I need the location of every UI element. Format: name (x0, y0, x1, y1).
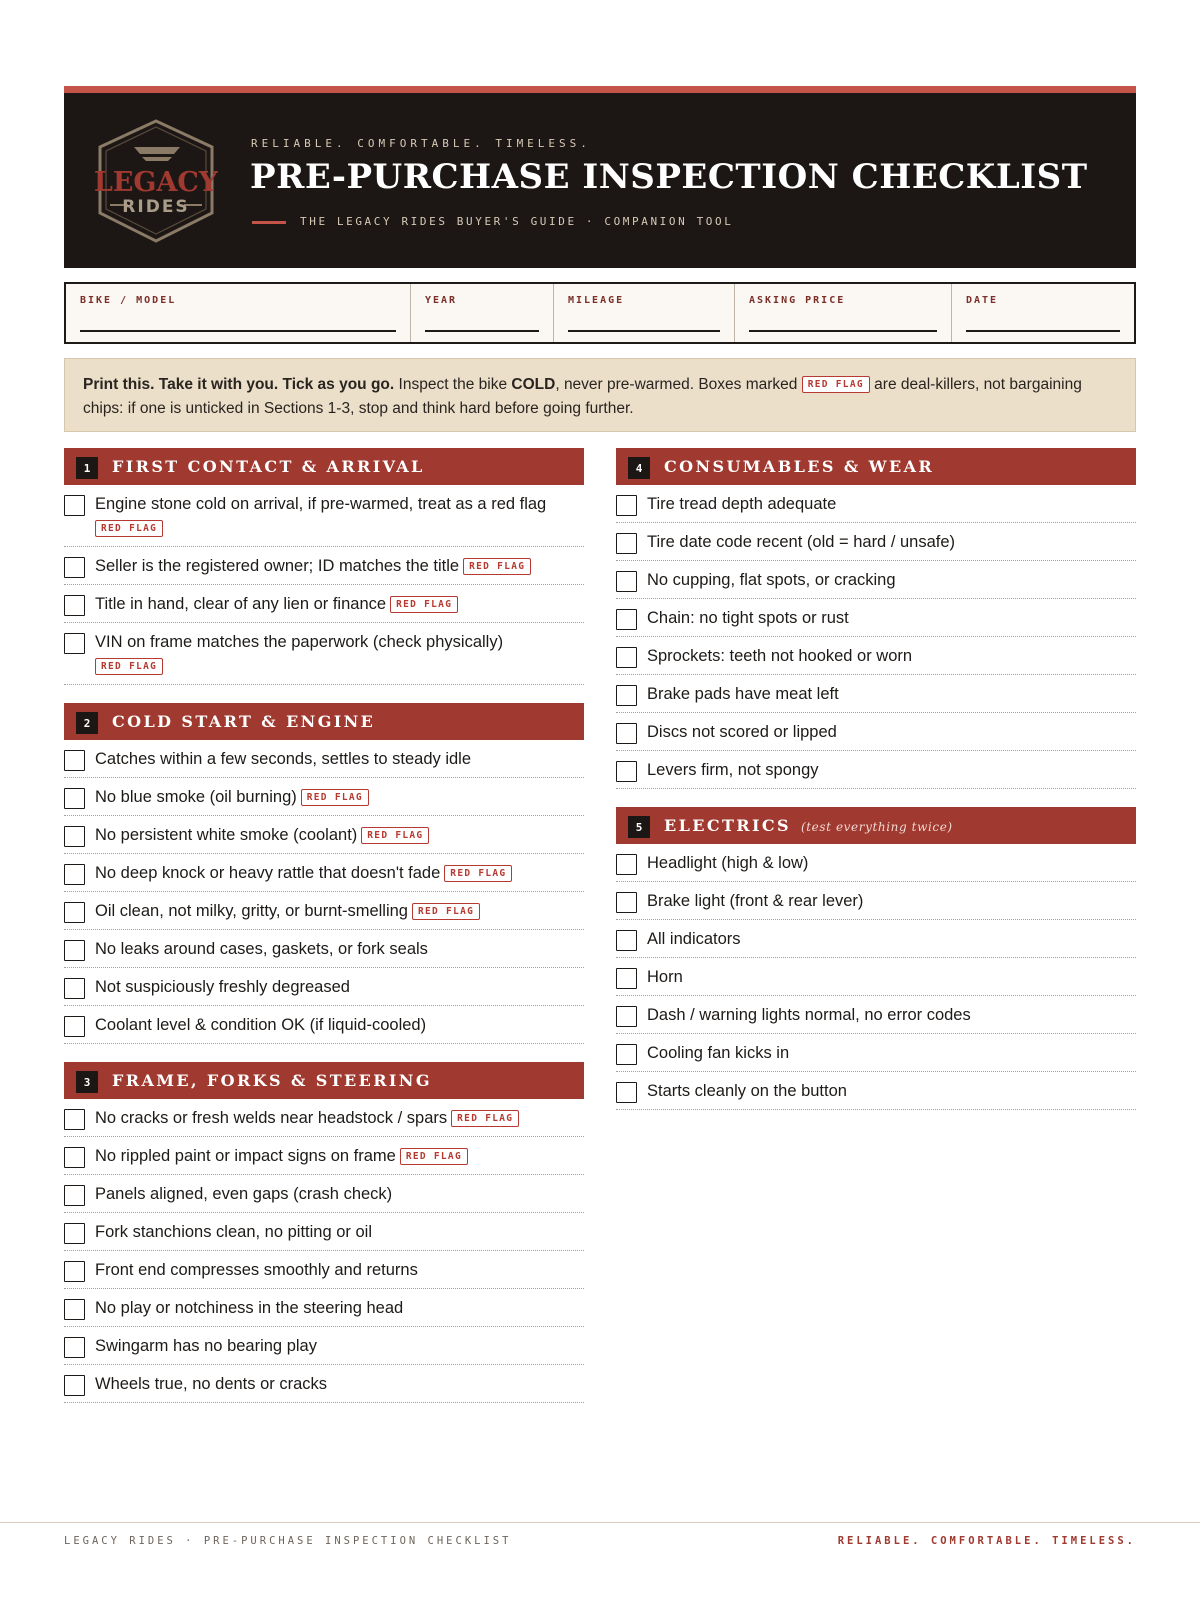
section-number: 5 (628, 816, 650, 838)
item-label: Fork stanchions clean, no pitting or oil (95, 1223, 372, 1241)
section-title (664, 816, 953, 835)
checklist-item (616, 599, 1136, 637)
checklist-item (64, 930, 584, 968)
checkbox[interactable] (616, 571, 637, 592)
red-flag-badge: RED FLAG (95, 658, 163, 675)
section-header (64, 448, 584, 485)
item-label: Tire tread depth adequate (647, 495, 837, 513)
checklist-item (64, 1365, 584, 1403)
checklist-item (616, 485, 1136, 523)
header-banner (64, 86, 1136, 268)
checklist-item (616, 751, 1136, 789)
item-label: Cooling fan kicks in (647, 1044, 790, 1062)
checklist-item (64, 1251, 584, 1289)
checkbox[interactable] (64, 1016, 85, 1037)
item-label: Seller is the registered owner; ID matches the title (95, 557, 460, 575)
checkbox[interactable] (64, 902, 85, 923)
checklist-item (616, 1034, 1136, 1072)
checklist-item (616, 844, 1136, 882)
item-label: Oil clean, not milky, gritty, or burnt-smelling (95, 902, 408, 920)
field-year[interactable] (411, 284, 554, 342)
checkbox[interactable] (64, 864, 85, 885)
item-label: Dash / warning lights normal, no error codes (647, 1006, 971, 1024)
instructions-notice (64, 358, 1136, 432)
checklist (64, 1099, 584, 1403)
checkbox[interactable] (616, 968, 637, 989)
item-label: No persistent white smoke (coolant) (95, 826, 358, 844)
item-label: No cracks or fresh welds near headstock / spars (95, 1109, 448, 1127)
checklist-item (616, 958, 1136, 996)
item-label: Wheels true, no dents or cracks (95, 1375, 328, 1393)
subtitle-rule (252, 221, 286, 224)
item-label: Headlight (high & low) (647, 854, 809, 872)
checklist-item (64, 1099, 584, 1137)
checklist-item (64, 585, 584, 623)
field-asking-price[interactable] (735, 284, 952, 342)
section-title-text: ELECTRICS (664, 816, 791, 835)
section-electrics (616, 807, 1136, 1110)
notice-text: are deal-killers, not bargaining chips: if one is unticked in Sections 1-3, stop and think hard before going further. (83, 376, 1082, 417)
checkbox[interactable] (64, 495, 85, 516)
item-label: Swingarm has no bearing play (95, 1337, 317, 1355)
checklist-item (616, 1072, 1136, 1110)
item-label: No leaks around cases, gaskets, or fork seals (95, 940, 428, 958)
field-write-line (749, 330, 937, 332)
svg-text:RIDES: RIDES (122, 197, 190, 217)
item-label: No rippled paint or impact signs on frame (95, 1147, 396, 1165)
checklist-item (64, 1006, 584, 1044)
tagline: RELIABLE. COMFORTABLE. TIMELESS. (251, 137, 591, 150)
notice-text: Inspect the bike (394, 376, 512, 393)
section-header (64, 703, 584, 740)
section-header (64, 1062, 584, 1099)
checkbox[interactable] (64, 826, 85, 847)
red-flag-badge: RED FLAG (400, 1148, 468, 1165)
red-flag-badge: RED FLAG (444, 865, 512, 882)
checklist-item (64, 892, 584, 930)
checkbox[interactable] (616, 892, 637, 913)
checkbox[interactable] (616, 495, 637, 516)
checkbox[interactable] (616, 685, 637, 706)
red-flag-badge: RED FLAG (802, 376, 870, 393)
checklist-item (616, 713, 1136, 751)
page-subtitle: THE LEGACY RIDES BUYER'S GUIDE · COMPANION TOOL (300, 215, 734, 228)
checklist-item (616, 561, 1136, 599)
checkbox[interactable] (64, 1147, 85, 1168)
checkbox[interactable] (64, 788, 85, 809)
checkbox[interactable] (64, 557, 85, 578)
checkbox[interactable] (616, 854, 637, 875)
checklist-item (64, 547, 584, 585)
section-first-contact (64, 448, 584, 685)
item-label: No cupping, flat spots, or cracking (647, 571, 896, 589)
section-title: FIRST CONTACT & ARRIVAL (112, 457, 425, 476)
section-cold-start (64, 703, 584, 1044)
section-number: 4 (628, 457, 650, 479)
checkbox[interactable] (64, 1337, 85, 1358)
checklist (616, 844, 1136, 1110)
field-write-line (966, 330, 1120, 332)
checklist-item (64, 740, 584, 778)
checklist-item (64, 1175, 584, 1213)
checklist-item (64, 1137, 584, 1175)
checkbox[interactable] (616, 1082, 637, 1103)
field-label: MILEAGE (568, 295, 625, 306)
field-write-line (425, 330, 539, 332)
red-flag-badge: RED FLAG (390, 596, 458, 613)
section-frame-forks (64, 1062, 584, 1403)
item-label: Tire date code recent (old = hard / unsafe) (647, 533, 956, 551)
checkbox[interactable] (64, 1223, 85, 1244)
red-flag-badge: RED FLAG (412, 903, 480, 920)
checklist-item (64, 854, 584, 892)
svg-text:LEGACY: LEGACY (94, 167, 218, 198)
checklist-item (64, 623, 584, 685)
field-bike-model[interactable] (66, 284, 411, 342)
checklist-item (64, 1213, 584, 1251)
section-number: 2 (76, 712, 98, 734)
item-label: Catches within a few seconds, settles to steady idle (95, 750, 472, 768)
section-title: COLD START & ENGINE (112, 712, 376, 731)
checklist (616, 485, 1136, 789)
item-label: Horn (647, 968, 683, 986)
checklist-item (64, 816, 584, 854)
legacy-rides-logo (94, 117, 218, 245)
section-header (616, 448, 1136, 485)
notice-text: , never pre-warmed. Boxes marked (555, 376, 802, 393)
checkbox[interactable] (616, 609, 637, 630)
item-label: Title in hand, clear of any lien or finance (95, 595, 387, 613)
checklist-item (616, 675, 1136, 713)
red-flag-badge: RED FLAG (301, 789, 369, 806)
bike-info-fields (64, 282, 1136, 344)
right-column (616, 448, 1136, 1128)
checklist-item (64, 1327, 584, 1365)
footer-left-text: LEGACY RIDES · PRE-PURCHASE INSPECTION CHECKLIST (64, 1535, 512, 1547)
item-label: No play or notchiness in the steering head (95, 1299, 404, 1317)
checkbox[interactable] (616, 930, 637, 951)
checklist-item (616, 882, 1136, 920)
checklist-item (64, 778, 584, 816)
checkbox[interactable] (616, 533, 637, 554)
checklist-item (616, 920, 1136, 958)
item-label: Sprockets: teeth not hooked or worn (647, 647, 913, 665)
item-label: Not suspiciously freshly degreased (95, 978, 350, 996)
checkbox[interactable] (616, 647, 637, 668)
red-flag-badge: RED FLAG (361, 827, 429, 844)
item-label: No deep knock or heavy rattle that doesn't fade (95, 864, 441, 882)
item-label: Brake light (front & rear lever) (647, 892, 864, 910)
footer-tagline: RELIABLE. COMFORTABLE. TIMELESS. (837, 1535, 1136, 1547)
checklist-item (64, 968, 584, 1006)
checkbox[interactable] (616, 761, 637, 782)
field-label: BIKE / MODEL (80, 295, 177, 306)
checklist-item (616, 523, 1136, 561)
checkbox[interactable] (64, 1375, 85, 1396)
item-label: Levers firm, not spongy (647, 761, 819, 779)
red-flag-badge: RED FLAG (95, 520, 163, 537)
checkbox[interactable] (64, 1109, 85, 1130)
item-label: Front end compresses smoothly and returns (95, 1261, 418, 1279)
page-title: PRE-PURCHASE INSPECTION CHECKLIST (250, 157, 1088, 197)
notice-cold: COLD (511, 376, 556, 393)
checklist-item (64, 1289, 584, 1327)
checkbox[interactable] (64, 1185, 85, 1206)
item-label: All indicators (647, 930, 741, 948)
checkbox[interactable] (64, 978, 85, 999)
checklist (64, 485, 584, 685)
checkbox[interactable] (616, 1006, 637, 1027)
checklist-item (616, 996, 1136, 1034)
checkbox[interactable] (616, 1044, 637, 1065)
item-label: Panels aligned, even gaps (crash check) (95, 1185, 393, 1203)
checklist (64, 740, 584, 1044)
checklist-item (616, 637, 1136, 675)
section-title: FRAME, FORKS & STEERING (112, 1071, 432, 1090)
red-flag-badge: RED FLAG (463, 558, 531, 575)
section-number: 3 (76, 1071, 98, 1093)
item-label: Starts cleanly on the button (647, 1082, 847, 1100)
section-note: (test everything twice) (800, 820, 953, 834)
field-label: ASKING PRICE (749, 295, 846, 306)
checkbox[interactable] (64, 633, 85, 654)
item-label: Brake pads have meat left (647, 685, 839, 703)
field-label: YEAR (425, 295, 458, 306)
item-label: Coolant level & condition OK (if liquid-cooled) (95, 1016, 427, 1034)
item-label: Discs not scored or lipped (647, 723, 837, 741)
item-label: Chain: no tight spots or rust (647, 609, 849, 627)
checkbox[interactable] (64, 750, 85, 771)
left-column (64, 448, 584, 1421)
notice-lead: Print this. Take it with you. Tick as you go. (83, 376, 395, 393)
section-number: 1 (76, 457, 98, 479)
item-label: Engine stone cold on arrival, if pre-warmed, treat as a red flag (95, 495, 547, 513)
checkbox[interactable] (64, 595, 85, 616)
section-title: CONSUMABLES & WEAR (664, 457, 935, 476)
section-header (616, 807, 1136, 844)
checkbox[interactable] (64, 1299, 85, 1320)
checkbox[interactable] (616, 723, 637, 744)
field-write-line (80, 330, 396, 332)
field-mileage[interactable] (554, 284, 735, 342)
section-consumables (616, 448, 1136, 789)
footer-rule (0, 1522, 1200, 1523)
red-flag-badge: RED FLAG (451, 1110, 519, 1127)
item-label: No blue smoke (oil burning) (95, 788, 297, 806)
field-date[interactable] (952, 284, 1134, 342)
field-label: DATE (966, 295, 999, 306)
item-label: VIN on frame matches the paperwork (check physically) (95, 633, 504, 651)
checkbox[interactable] (64, 1261, 85, 1282)
checkbox[interactable] (64, 940, 85, 961)
checklist-item (64, 485, 584, 547)
field-write-line (568, 330, 720, 332)
